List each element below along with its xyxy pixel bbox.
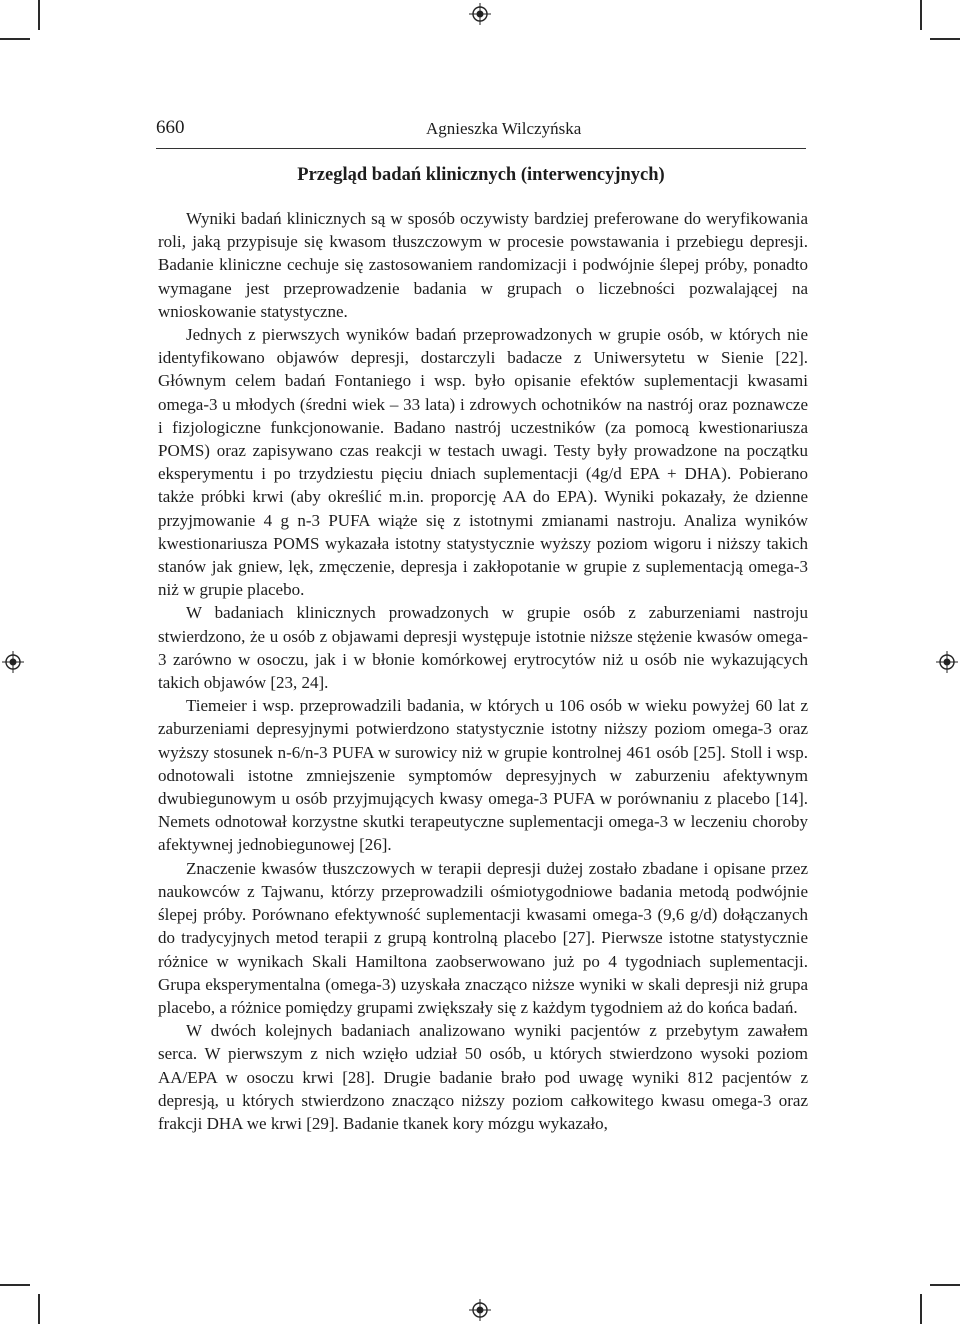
paragraph: Tiemeier i wsp. przeprowadzili badania, w których u 106 osób w wieku powyżej 60 lat z zaburzeniami depresyjnymi potwierdzono statystycznie istotny niższy poziom omega-3 oraz wyższy stosunek n-6/n-3 PUFA w surowicy niż w grupie kontrolnej 461 osób [25]. Stoll i wsp. odnotowali istotne zmniejszenie symptomów depresyjnych w zaburzeniu afektywnym dwubiegunowym u osób przyjmujących kwasy omega-3 PUFA w porównaniu z placebo [14]. Nemets odnotował korzystne skutki terapeutyczne suplementacji omega-3 w leczeniu choroby afektywnej jednobiegunowej [26]. bbox=[158, 696, 808, 855]
page-number: 660 bbox=[156, 117, 185, 138]
crop-mark-bottom-left-h bbox=[0, 1284, 30, 1286]
crop-mark-bottom-left bbox=[38, 1294, 40, 1324]
crop-mark-bottom-right bbox=[920, 1294, 922, 1324]
crop-mark-top-left-h bbox=[0, 38, 30, 40]
registration-mark-icon bbox=[469, 3, 491, 25]
running-header bbox=[156, 114, 806, 149]
paragraph: Jednych z pierwszych wyników badań przeprowadzonych w grupie osób, w których nie identyfikowano objawów depresji, dostarczyli badacze z Uniwersytetu w Sienie [22]. Głównym celem badań Fontaniego i wsp. było opisanie efektów suplementacji kwasami omega-3 u młodych (średni wiek – 33 lata) i zdrowych ochotników na nastrój oraz poznawcze i fizjologiczne funkcjonowanie. Badano nastrój uczestników (za pomocą kwestionariusza POMS) oraz zapisywano czas reakcji w testach uwagi. Testy były prowadzone na początku eksperymentu i po trzydziestu pięciu dniach suplementacji (4g/d EPA + DHA). Pobierano także próbki krwi (aby określić m.in. proporcję AA do EPA). Wyniki pokazały, że dzienne przyjmowanie 4 g n-3 PUFA wiąże się z istotnymi zmianami nastroju. Analiza wyników kwestionariusza POMS wykazała istotny statystycznie wyższy poziom wigoru i niższy takich stanów jak gniew, lęk, zmęczenie, depresja i zakłopotanie w grupie z suplementacją omega-3 niż w grupie placebo. bbox=[158, 325, 808, 600]
crop-mark-bottom-right-h bbox=[930, 1284, 960, 1286]
crop-mark-top-left bbox=[38, 0, 40, 30]
paragraph: Wyniki badań klinicznych są w sposób oczywisty bardziej preferowane do weryfikowania roli, jaką przypisuje się kwasom tłuszczowym w procesie powstawania i przebiegu depresji. Badanie kliniczne cechuje się zastosowaniem randomizacji i podwójnie ślepej próby, ponadto wymagane jest przeprowadzenie badania w grupach o liczebności pozwalającej na wnioskowanie statystyczne. bbox=[158, 209, 808, 321]
paragraph: W dwóch kolejnych badaniach analizowano wyniki pacjentów z przebytym zawałem serca. W pierwszym z nich wzięło udział 50 osób, u których stwierdzono wysoki poziom AA/EPA w osoczu krwi [28]. Drugie badanie brało pod uwagę wyniki 812 pacjentów z depresją, u których stwierdzono znacząco niższy poziom całkowitego kwasu omega-3 oraz frakcji DHA we krwi [29]. Badanie tkanek kory mózgu wykazało, bbox=[158, 1021, 808, 1133]
registration-mark-icon bbox=[469, 1299, 491, 1321]
running-author: Agnieszka Wilczyńska bbox=[426, 119, 582, 138]
registration-mark-icon bbox=[936, 651, 958, 673]
paragraph: W badaniach klinicznych prowadzonych w grupie osób z zaburzeniami nastroju stwierdzono, że u osób z objawami depresji występuje istotnie niższe stężenie kwasów omega-3 zarówno w osoczu, jak i w błonie komórkowej erytrocytów niż u osób nie wykazujących takich objawów [23, 24]. bbox=[158, 603, 808, 693]
body-text bbox=[158, 207, 808, 1135]
crop-mark-top-right-h bbox=[930, 38, 960, 40]
crop-mark-top-right bbox=[920, 0, 922, 30]
registration-mark-icon bbox=[2, 651, 24, 673]
section-title: Przegląd badań klinicznych (interwencyjnych) bbox=[297, 165, 665, 185]
paragraph: Znaczenie kwasów tłuszczowych w terapii depresji dużej zostało zbadane i opisane przez naukowców z Tajwanu, którzy przeprowadzili ośmiotygodniowe badania metodą podwójnie ślepej próby. Porównano efektywność suplementacji kwasami omega-3 (9,6 g/d) dołączanych do tradycyjnych metod terapii z grupą kontrolną placebo [27]. Pierwsze istotne statystycznie różnice w wynikach Skali Hamiltona zaobserwowano już po 4 tygodniach suplementacji. Grupa eksperymentalna (omega-3) uzyskała znacząco niższe wyniki w skali depresji niż grupa placebo, a różnice pomiędzy grupami zwiększały się z każdym tygodniem aż do końca badań. bbox=[158, 858, 808, 1017]
